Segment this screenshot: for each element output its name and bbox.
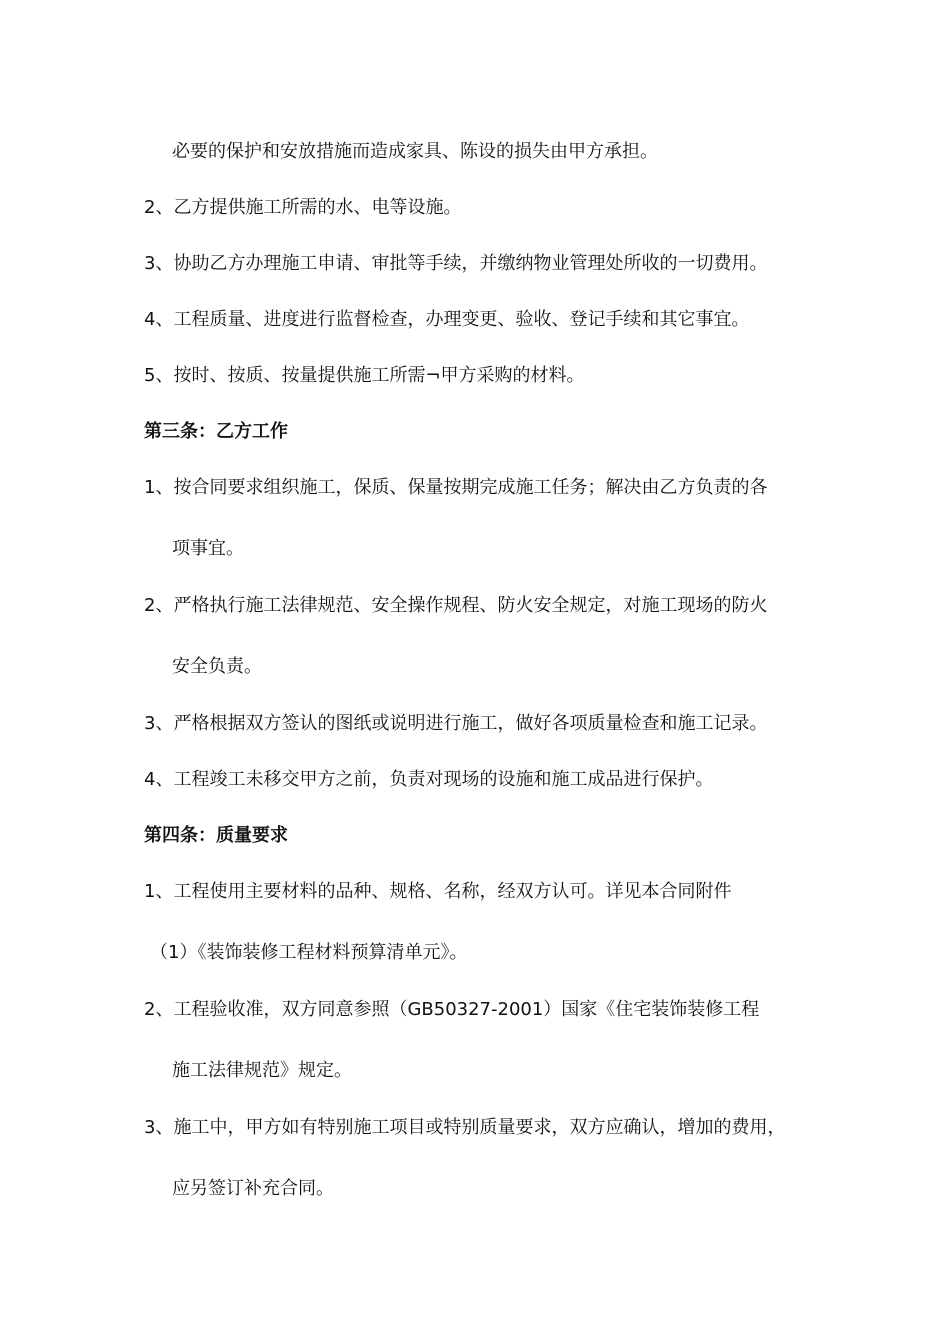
text-line: 安全负责。 [172,656,262,677]
text-line: 3、协助乙方办理施工申请、审批等手续，并缴纳物业管理处所收的一切费用。 [144,253,768,274]
text-line: 1、按合同要求组织施工，保质、保量按期完成施工任务；解决由乙方负责的各 [144,477,768,498]
text-line: 2、严格执行施工法律规范、安全操作规程、防火安全规定，对施工现场的防火 [144,595,768,616]
text-line: 1、工程使用主要材料的品种、规格、名称，经双方认可。详见本合同附件 [144,881,732,902]
text-line: 3、施工中，甲方如有特别施工项目或特别质量要求，双方应确认，增加的费用， [144,1117,786,1138]
section-heading: 第三条：乙方工作 [144,421,288,442]
text-line: 4、工程质量、进度进行监督检查，办理变更、验收、登记手续和其它事宜。 [144,309,750,330]
text-line: 4、工程竣工未移交甲方之前，负责对现场的设施和施工成品进行保护。 [144,769,714,790]
text-line: 2、乙方提供施工所需的水、电等设施。 [144,197,462,218]
text-line: 应另签订补充合同。 [172,1178,334,1199]
text-line: 必要的保护和安放措施而造成家具、陈设的损失由甲方承担。 [172,141,658,162]
section-heading: 第四条：质量要求 [144,825,288,846]
text-line: （1）《装饰装修工程材料预算清单元》。 [150,942,468,963]
text-line: 2、工程验收准，双方同意参照（GB50327-2001）国家《住宅装饰装修工程 [144,999,760,1020]
text-line: 项事宜。 [172,538,244,559]
text-line: 施工法律规范》规定。 [172,1060,352,1081]
text-line: 5、按时、按质、按量提供施工所需¬甲方采购的材料。 [144,365,585,386]
text-line: 3、严格根据双方签认的图纸或说明进行施工，做好各项质量检查和施工记录。 [144,713,768,734]
